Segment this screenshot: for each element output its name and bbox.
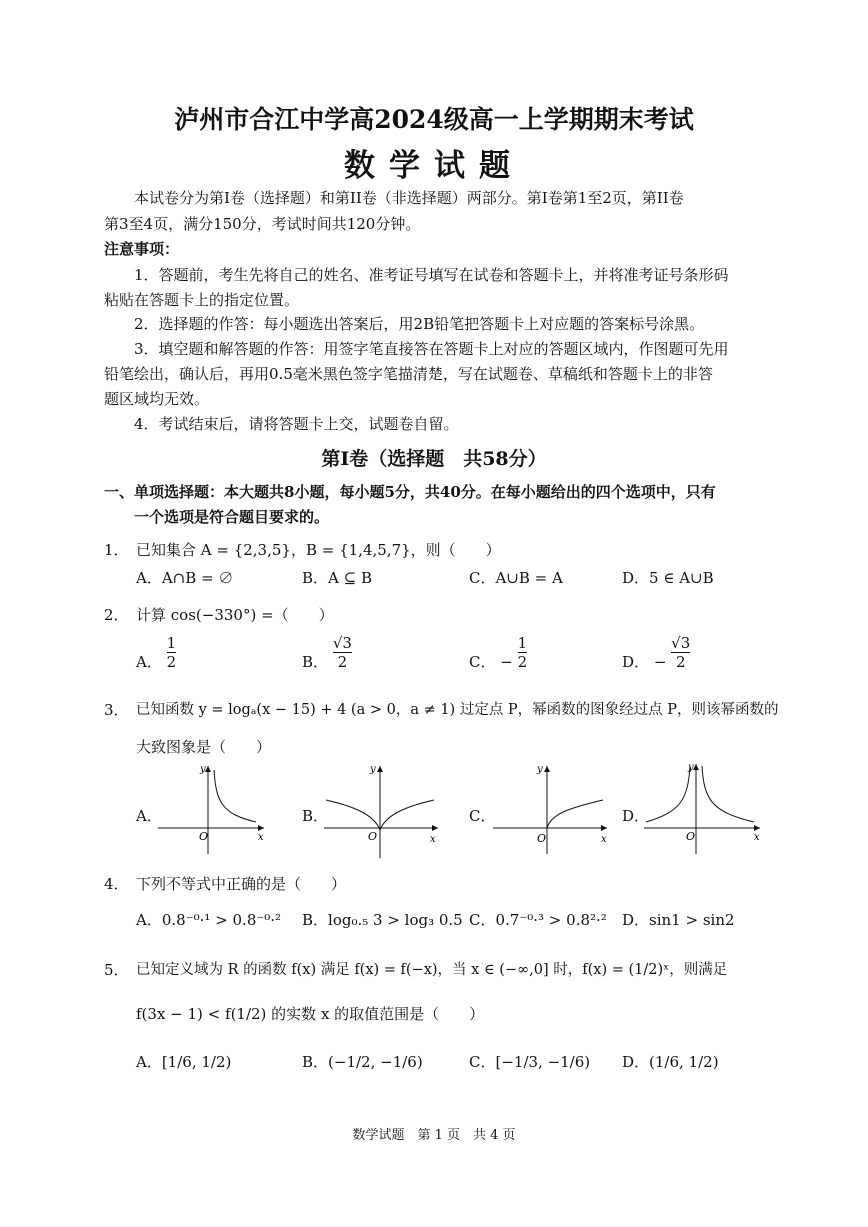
fraction-denominator: 2 — [675, 652, 686, 671]
q3-graph-c — [491, 762, 611, 856]
q2-option-a-fraction — [167, 634, 177, 671]
note-1b: 粘贴在答题卡上的指定位置。 — [104, 291, 300, 309]
q2-option-a — [136, 633, 177, 672]
q3-stem-2: 大致图象是（ ） — [136, 738, 272, 756]
q3-stem: 已知函数 y = logₐ(x − 15) + 4 (a > 0，a ≠ 1) 过定点 P，幂函数的图象经过点 P，则该幂函数的 — [136, 702, 779, 718]
q4-option-c: C．0.7⁻⁰·³ > 0.8²·² — [469, 911, 607, 929]
q1-option-c: C．A∪B = A — [469, 569, 563, 587]
q5-stem-2: f(3x − 1) < f(1/2) 的实数 x 的取值范围是（ ） — [136, 1005, 485, 1023]
q2-stem: 计算 cos(−330°) =（ ） — [136, 606, 334, 624]
fraction-numerator: √3 — [332, 633, 352, 652]
q4-option-d: D．sin1 > sin2 — [622, 911, 735, 929]
q3-graph-a — [156, 762, 268, 856]
x-axis-arrow — [432, 825, 438, 831]
q5-option-b: B．(−1/2, −1/6) — [302, 1053, 423, 1071]
y-axis-arrow — [205, 766, 211, 772]
fraction-denominator: 2 — [517, 652, 528, 671]
origin-label: O — [686, 830, 696, 843]
q3-option-d-label: D． — [622, 807, 650, 825]
q2-option-a-label: A． — [136, 653, 162, 671]
section-instructions-a: 一、单项选择题：本大题共8小题，每小题5分，共40分。在每小题给出的四个选项中，只有 — [104, 483, 716, 501]
q1-option-d: D．5 ∈ A∪B — [622, 569, 714, 587]
curve-left — [646, 766, 690, 822]
minus-sign: − — [653, 653, 667, 671]
q1-number: 1． — [104, 541, 129, 559]
notes-heading: 注意事项： — [104, 240, 180, 258]
section-instructions-b: 一个选项是符合题目要求的。 — [134, 508, 330, 526]
y-axis-arrow — [544, 766, 550, 772]
q3-number: 3． — [104, 701, 129, 719]
q3-graph-d — [642, 760, 764, 856]
q2-option-b — [302, 633, 352, 672]
fraction-numerator: 1 — [517, 633, 528, 652]
q2-option-b-label: B． — [302, 653, 329, 671]
exam-title: 泸州市合江中学高2024级高一上学期期末考试 — [174, 105, 694, 134]
note-4: 4．考试结束后，请将答题卡上交，试题卷自留。 — [134, 415, 459, 433]
curve — [214, 770, 256, 822]
x-axis-arrow — [258, 825, 264, 831]
note-3b: 铅笔绘出，确认后，再用0.5毫米黑色签字笔描清楚，写在试题卷、草稿纸和答题卡上的非答 — [104, 365, 713, 383]
q4-option-a: A．0.8⁻⁰·¹ > 0.8⁻⁰·² — [136, 911, 282, 929]
intro-line-1: 本试卷分为第I卷（选择题）和第II卷（非选择题）两部分。第I卷第1至2页，第II卷 — [134, 189, 684, 207]
q2-option-d-label: D． — [622, 653, 650, 671]
q1-option-b: B．A ⊆ B — [302, 569, 372, 587]
y-label: y — [688, 762, 694, 773]
q5-number: 5． — [104, 961, 129, 979]
note-2: 2．选择题的作答：每小题选出答案后，用2B铅笔把答题卡上对应题的答案标号涂黑。 — [134, 315, 705, 333]
q3-option-b-label: B． — [302, 807, 329, 825]
q3-option-c-label: C． — [469, 807, 496, 825]
q2-option-c-label: C． — [469, 653, 496, 671]
y-label: y — [200, 764, 206, 775]
minus-sign: − — [500, 653, 513, 671]
q2-option-d — [622, 633, 691, 672]
exam-subtitle: 数学试题 — [344, 148, 524, 184]
origin-label: O — [537, 832, 547, 845]
q2-option-d-fraction — [671, 634, 690, 671]
q4-number: 4． — [104, 875, 129, 893]
fraction-numerator: √3 — [671, 633, 691, 652]
y-label: y — [537, 764, 543, 775]
fraction-denominator: 2 — [337, 652, 348, 671]
y-axis-arrow — [693, 764, 699, 770]
q5-option-d: D．(1/6, 1/2) — [622, 1053, 719, 1071]
note-1a: 1．答题前，考生先将自己的姓名、准考证号填写在试卷和答题卡上，并将准考证号条形码 — [134, 266, 729, 284]
x-label: x — [430, 834, 436, 845]
curve-right — [702, 766, 754, 822]
q5-option-c: C．[−1/3, −1/6) — [469, 1053, 591, 1071]
q3-option-a-label: A． — [136, 807, 162, 825]
x-label: x — [258, 832, 264, 843]
q5-option-a: A．[1/6, 1/2) — [136, 1053, 232, 1071]
x-label: x — [754, 832, 760, 843]
q2-option-b-fraction — [333, 634, 352, 671]
q2-number: 2． — [104, 606, 129, 624]
q2-option-c-fraction — [518, 634, 528, 671]
q3-graph-b — [322, 762, 442, 860]
fraction-denominator: 2 — [166, 652, 177, 671]
q4-stem: 下列不等式中正确的是（ ） — [136, 875, 347, 893]
x-axis-arrow — [601, 825, 607, 831]
q5-stem: 已知定义域为 R 的函数 f(x) 满足 f(x) = f(−x)，当 x ∈ (−∞,0] 时，f(x) = (1/2)ˣ，则满足 — [136, 962, 728, 978]
q1-stem: 已知集合 A = {2,3,5}，B = {1,4,5,7}，则（ ） — [136, 541, 501, 559]
origin-label: O — [199, 830, 209, 843]
q1-option-a: A．A∩B = ∅ — [136, 569, 234, 587]
fraction-numerator: 1 — [166, 633, 177, 652]
curve — [547, 800, 603, 828]
y-label: y — [370, 764, 376, 775]
y-axis-arrow — [377, 766, 383, 772]
q4-option-b: B．log₀.₅ 3 > log₃ 0.5 — [302, 911, 463, 929]
q2-option-c — [469, 633, 528, 672]
x-axis-arrow — [754, 825, 760, 831]
section-title: 第I卷（选择题 共58分） — [321, 448, 547, 470]
x-label: x — [601, 834, 607, 845]
note-3a: 3．填空题和解答题的作答：用签字笔直接答在答题卡上对应的答题区域内，作图题可先用 — [134, 340, 729, 358]
page-footer: 数学试题 第 1 页 共 4 页 — [352, 1128, 516, 1143]
note-3c: 题区域均无效。 — [104, 390, 210, 408]
origin-label: O — [368, 830, 378, 843]
intro-line-2: 第3至4页，满分150分，考试时间共120分钟。 — [104, 215, 421, 233]
